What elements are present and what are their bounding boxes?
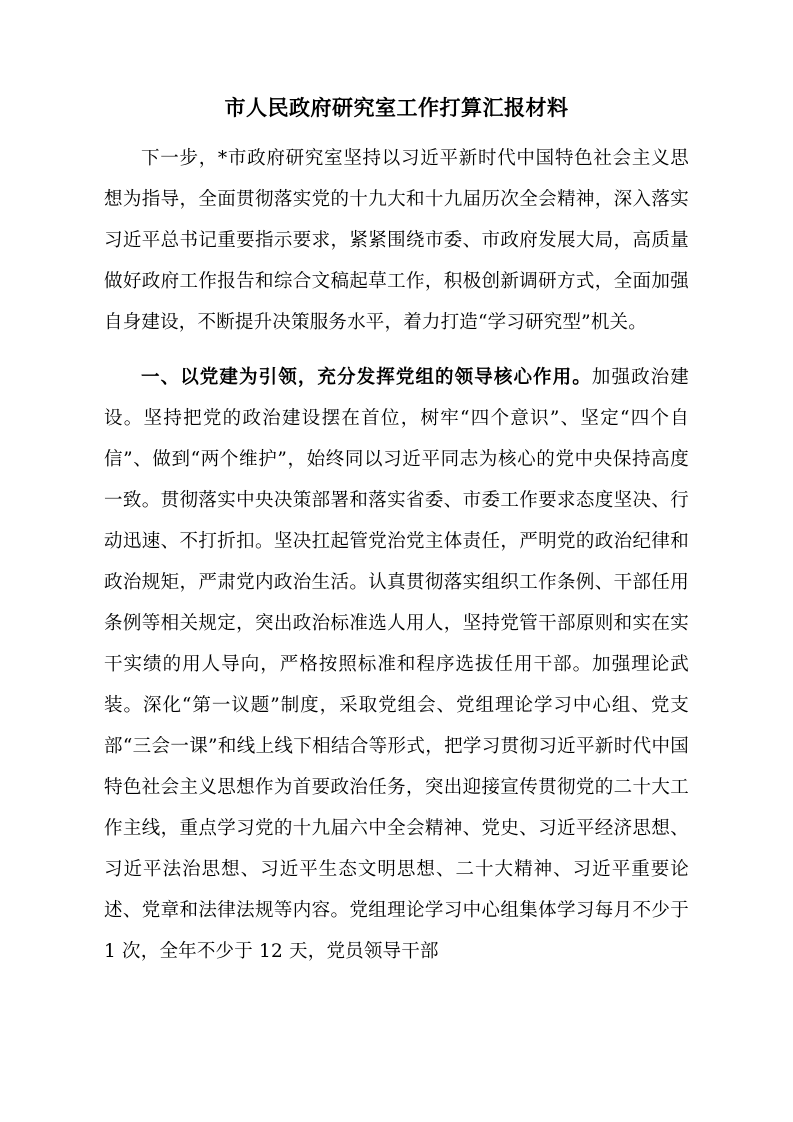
page-title: 市人民政府研究室工作打算汇报材料 — [224, 96, 569, 120]
section-one-heading: 一、以党建为引领，充分发挥党组的领导核心作用。 — [141, 366, 592, 388]
paragraph-intro-text: 下一步，*市政府研究室坚持以习近平新时代中国特色社会主义思想为指导，全面贯彻落实党的十九大和十九届历次全会精神，深入落实习近平总书记重要指示要求，紧紧围绕市委、市政府发展大局，高质量做好政府工作报告和综合文稿起草工作，积极创新调研方式，全面加强自身建设，不断提升决策服务水平，着力打造“学习研究型”机关。 — [104, 147, 689, 333]
section-one-text: 加强政治建设。坚持把党的政治建设摆在首位，树牢“四个意识”、坚定“四个自信”、做到“两个维护”，始终同以习近平同志为核心的党中央保持高度一致。贯彻落实中央决策部署和落实省委、市委工作要求态度坚决、行动迅速、不打折扣。坚决扛起管党治党主体责任，严明党的政治纪律和政治规矩，严肃党内政治生活。认真贯彻落实组织工作条例、干部任用条例等相关规定，突出政治标准选人用人，坚持党管干部原则和实在实干实绩的用人导向，严格按照标准和程序选拔任用干部。加强理论武装。深化“第一议题”制度，采取党组会、党组理论学习中心组、党支部“三会一课”和线上线下相结合等形式，把学习贯彻习近平新时代中国特色社会主义思想作为首要政治任务，突出迎接宣传贯彻党的二十大工作主线，重点学习党的十九届六中全会精神、党史、习近平经济思想、习近平法治思想、习近平生态文明思想、二十大精神、习近平重要论述、党章和法律法规等内容。党组理论学习中心组集体学习每月不少于 1 次，全年不少于 12 天，党员领导干部 — [104, 366, 689, 962]
paragraph-intro — [104, 138, 689, 343]
paragraph-section-one — [104, 357, 689, 972]
